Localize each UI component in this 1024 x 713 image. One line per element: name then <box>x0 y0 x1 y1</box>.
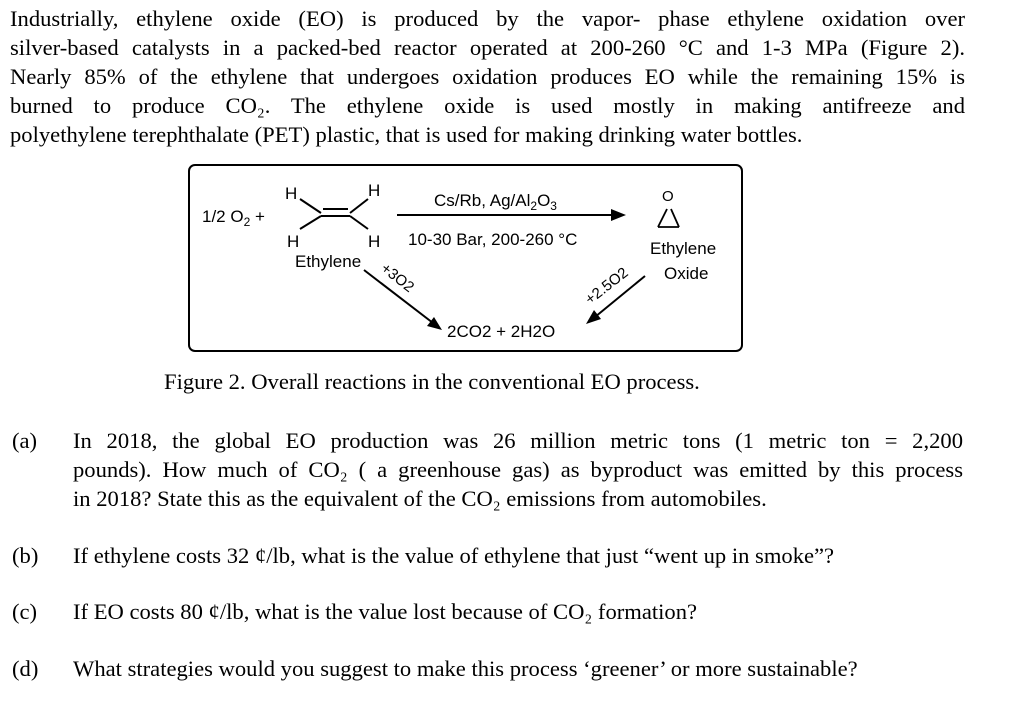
intro-line: burned to produce CO₂. The ethylene oxide is used mostly in making antifreeze and <box>10 93 965 118</box>
hydrogen-atom: H <box>287 232 300 251</box>
intro-line: Industrially, ethylene oxide (EO) is produced by the vapor- phase ethylene oxidation over <box>10 6 965 31</box>
question-label: (a) <box>12 428 38 453</box>
combustion-products: 2CO2 + 2H2O <box>447 322 556 341</box>
question-label: (c) <box>12 599 38 624</box>
ethylene-oxide-label: Oxide <box>664 264 709 283</box>
question-label: (b) <box>12 543 39 568</box>
ethylene-label: Ethylene <box>295 252 362 271</box>
catalyst-label: Cs/Rb, $Ag/Al_2O_3$ <box>434 191 557 213</box>
question-line: in 2018? State this as the equivalent of the CO₂ emissions from automobiles. <box>73 486 767 511</box>
intro-line: Nearly 85% of the ethylene that undergoes oxidation produces EO while the remaining 15% is <box>10 64 965 89</box>
question-text: If ethylene costs 32 ¢/lb, what is the value of ethylene that just “went up in smoke”? <box>73 543 835 568</box>
hydrogen-atom: H <box>368 232 381 251</box>
question-a <box>12 426 972 516</box>
right-arrow-label: +2.5O2 <box>581 264 632 309</box>
intro-paragraph <box>10 4 965 149</box>
ethylene-oxide-structure <box>658 209 679 227</box>
question-text <box>73 426 963 513</box>
intro-line: silver-based catalysts in a packed-bed reactor operated at 200-260 °C and 1-3 MPa (Figure 2). <box>10 35 965 60</box>
hydrogen-atom: H <box>368 181 381 200</box>
reaction-scheme-drawing <box>190 166 745 354</box>
reaction-scheme <box>188 164 743 352</box>
question-line: pounds). How much of CO₂ ( a greenhouse gas) as byproduct was emitted by this process <box>73 457 963 482</box>
figure-caption: Figure 2. Overall reactions in the conventional EO process. <box>164 369 700 394</box>
left-arrow-label: +3O2 <box>377 259 418 297</box>
question-label: (d) <box>12 656 39 681</box>
hydrogen-atom: H <box>285 184 298 203</box>
conditions-label: 10-30 Bar, 200-260 °C <box>408 230 578 249</box>
question-text: What strategies would you suggest to make this process ‘greener’ or more sustainable? <box>73 656 858 681</box>
question-line: In 2018, the global EO production was 26 million metric tons (1 metric ton = 2,200 <box>73 428 963 453</box>
oxygen-atom: O <box>662 188 674 205</box>
main-arrow-head <box>611 209 626 221</box>
oxygen-reactant: 1/2 $O_2$ + <box>202 207 265 229</box>
right-arrow-head <box>586 310 601 324</box>
ethylene-oxide-label: Ethylene <box>650 239 717 258</box>
intro-line: polyethylene terephthalate (PET) plastic, that is used for making drinking water bottles. <box>10 122 803 147</box>
question-text: If EO costs 80 ¢/lb, what is the value lost because of CO₂ formation? <box>73 599 698 624</box>
ethylene-structure <box>300 199 368 229</box>
